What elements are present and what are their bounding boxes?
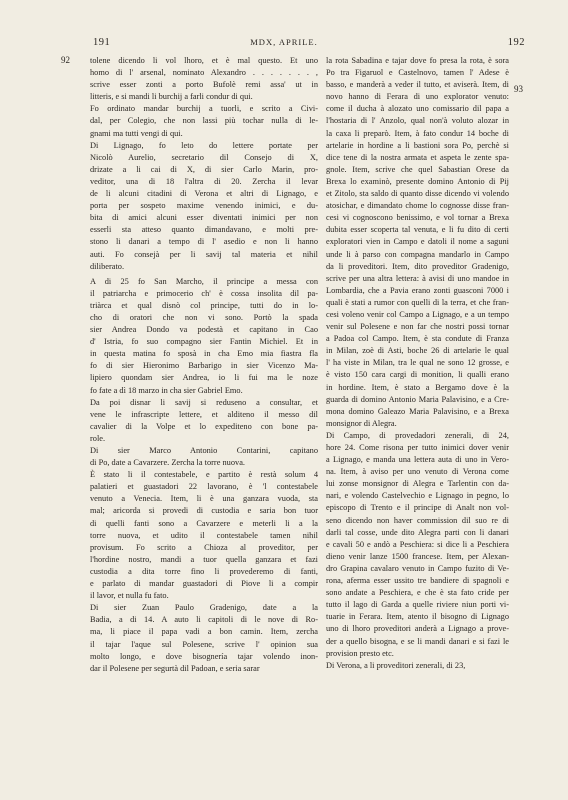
text-line: scrive esser zonti a porto Bufolè remi assa' ut in [90,80,318,90]
text-line: Nicolò Aurelio, secretario dil Consejo di X, [90,152,318,162]
text-line: mona domino Galeazo Maria Palavisino, e a Brexa [326,406,509,416]
text-line: fo di sier Hieronimo Barbarigo in sier Vicenzo Ma- [90,361,318,371]
right-page-number: 192 [507,37,525,48]
text-line: unde li à parso con compagna mandarlo in Campo [326,249,509,259]
text-line: dal, per Colegio, che non lassi più tochar nulla di le- [90,116,318,126]
text-line: di Po, date a Cavarzere. Zercha la torre nuova. [90,458,245,468]
text-line: palatieri et guastadori 22 lavorano, è 'l contestabele [90,482,318,492]
text-line: cho di oratori che non vi sono. Portò la spada [90,312,318,322]
text-line: Di Lignago, fo leto do lettere portate per [90,140,318,150]
text-line: molto longo, e dove bisognería tajar volendo inon- [90,651,318,661]
text-line: de li alcuni citadini di Verona et altri di Lignago, e [90,189,318,199]
text-line: l' ha viste in Milan, tra le qual ne sono 12 grosse, e [326,358,509,368]
text-line: in questa matina fo sposà in cha Emo mia fiastra fla [90,349,318,359]
text-line: homo di l' arsenal, nominato Alexandro . . . . . . . , [90,68,318,78]
text-line: sier Andrea Dondo va podestà et capitano in Cao [90,325,318,335]
text-line: rona, aferma esser ussito tre bandiere di spagnoli e [326,576,509,586]
text-line: et Zitolo, sta saldo di quanto disse dicendo vi volendo [326,189,509,199]
text-line: litteris, e si mandi li burchij a farli condur di qui. [90,92,253,102]
text-line: mal; aricorda si provedi di custodia e saria bon tuor [90,506,318,516]
text-line: di quelli fanti sono a Cavarzere e meterli li a la [90,518,318,528]
text-line: il tajar l'aque sul Polesene, scrive l' opinion sua [90,639,318,649]
left-text-column [90,55,318,675]
text-line: e parlato di mandar guastadori di Piove li a compir [90,579,318,589]
text-line: scrive per una altra lettera: à avisi di uno mandoe in [326,273,509,283]
running-title: MDX, APRILE. [250,37,318,47]
text-line: hore 24. Come risona per tutto inimici dover venir [326,443,509,452]
text-line: venuto a Venecia. Item, li è una ganzara vuoda, sta [90,494,318,504]
text-line: Di Campo, di provedadori zenerali, di 24, [326,430,509,440]
text-line: tolene dicendo li vol lhoro, et è mal questo. Et uno [90,56,318,65]
text-line: auti. Fo consejà per li savij tal materia et nihil [90,249,318,259]
text-line: quali è stati a rumor con quelli di la terra, et che fran- [326,297,509,307]
text-line: stono li danari a tempo di l' asedio e non li hanno [90,237,318,247]
text-line: gnami ma tutti vengi di qui. [90,128,183,138]
text-line: vene le infrascripte lettere, et alditeno il messo dil [90,409,318,419]
text-line: come il ducha à alozato uno comissario dil papa a [326,104,509,114]
text-line: d' Istria, fo suo compagno sier Fantin Michiel. Et in [90,337,318,347]
text-line: da li proveditori. Item, dito proveditor Gradenigo, [326,261,509,271]
text-line: cesi vi cognoscono benissimo, e vol tornar a Brexa [326,213,509,223]
text-line: custodia a dita torre fino li provederemo di fanti, [90,566,318,576]
text-line: Di Verona, a li proveditori zenerali, di 23, [326,660,466,670]
text-line: venir sul Polesene e non far che nostri possi tornar [326,322,509,332]
right-text-column [326,55,509,672]
text-line: la rota Sabadina e tajar dove fo presa la rota, è sora [326,56,509,65]
text-line: l'hordine nostro, mandi a tuor quella ganzara et fazi [90,554,318,564]
text-line: a Padoa col Campo. Item, è sta condute di Franza [326,334,509,344]
text-line: cesi voleno venir col Campo a Lignago, e a un tempo [326,309,509,319]
text-line: tuarie in Ferara. Item, atento il bisogno di Lignago [326,612,509,622]
text-line: seno dicendo non haver commission dil suo re di [326,515,509,525]
text-line: Badia, a di 14. A auto li capitoli di le nove di Ro- [90,615,318,625]
text-line: fo fate a dì 18 marzo in cha sier Gabriel Emo. [90,385,243,395]
text-line: der a quello bisogna, e se li mandi danari e si fazi le [326,636,509,646]
margin-column-number-left: 92 [61,55,70,65]
text-line: Di sier Marco Antonio Contarini, capitano [90,446,318,455]
text-line: provision presto etc. [326,648,394,658]
text-line: Fo ordinato mandar burchij a tuorli, e scrito a Civi- [90,104,318,114]
text-line: novo hanno di Ferara di uno explorator venuto: [326,92,509,102]
text-line: darli tal cosse, unde dito Alegra parti con li danari [326,527,509,537]
text-line: è visto 150 cara cargi di monition, li qualli erano [326,370,509,380]
text-line: porta per sospeto maxime venendo inimici, e du- [90,201,318,211]
text-line: uno di lhoro proveditori anderà a Lignago a prove- [326,624,509,634]
text-line: a Lignago, e manda una lettera auta di uno in Vero- [326,455,509,465]
text-line: È stato li il contestabele, e partito è restà solum 4 [90,470,318,480]
text-line: in Milan, zoè di Asti, boche 26 di artelarie le qual [326,346,509,356]
text-line: veditor, una di 18 l'altra di 20. Zercha il levar [90,176,318,186]
text-line: dice tene di la nostra armata et aspeta le zente spa- [326,152,509,162]
text-line: triàrca et qual disnò col principe, tutti do in lo- [90,300,318,310]
text-line: A di 25 fo San Marcho, il principe a messa con [90,276,318,286]
margin-column-number-right: 93 [514,84,523,94]
text-line: drizate a li cai di X, di sier Carlo Marin, pro- [90,164,318,174]
text-line: e cavali 50 e andò a Peschiera: si dice li a Peschiera [326,539,509,549]
text-line: Lombardia, che a Pavia erano zonti guasconi 7000 i [326,285,509,295]
text-line: il patriarcha e primocerio ch' è cossa insolita dil pa- [90,288,318,298]
text-line: Po tra Figaruol e Castelnovo, tamen l' Adese è [326,68,509,78]
text-line: nari, e volendo Castelvechio e Lignago in pegno, lo [326,491,509,501]
text-line: dar il Polesene per segurtà dil Padoan, e seria sarar [90,663,260,673]
text-line: Da poi disnar li savij si reduseno a consultar, et [90,397,318,407]
text-line: esserli sta atteso quanto dimandavano, e molti pre- [90,225,318,235]
text-line: basso, e manderà a veder il tutto, et aviserà. Item, di [326,80,509,90]
text-line: dubita esser scoperta tal venuta, e li fu dito di certi [326,225,509,235]
text-line: tutto il lago di Garda a quelle riviere niun porti vi- [326,600,509,610]
text-line: lui zonse monsignor di Alegra e Tarlentin con da- [326,479,509,489]
text-line: provisum. Fo scrito a Chioza al proveditor, per [90,542,318,552]
text-line: bita di amici alcuni esser diventati inimici per non [90,213,318,223]
text-line: in hordine. Item, è stato a Bergamo dove è la [326,382,509,392]
text-line: diliberato. [90,261,125,271]
text-line: dro Grapina cavalaro venuto in Campo fuzito di Ve- [326,563,509,573]
text-line: exploratori vien in Campo e datoli il nome a saguni [326,237,509,247]
text-line: lipiero quondam sier Andrea, io li fui ma le noze [90,373,318,383]
text-line: ma, li piace il papa vadi a bon camin. Item, zercha [90,627,318,637]
text-line: episcopo di Trento e il principe di Analt non vol- [326,503,509,513]
text-line: Brexa lo examinò, presente domino Antonio di Pij [326,176,509,186]
text-line: artelarie in hordine a li bastioni sora Po, perchè si [326,140,509,150]
left-page-number: 191 [93,37,111,48]
text-line: il lavor, et nulla fu fato. [90,591,169,601]
text-line: role. [90,433,106,443]
text-line: dieno venir lanze 1500 francese. Item, per Alexan- [326,551,509,561]
text-line: Di sier Zuan Paulo Gradenigo, date a la [90,603,318,613]
text-line: sono andate a Peschiera, e che è sta fato cride per [326,588,509,598]
text-line: guarda di domino Antonio Maria Palavisino, e a Cre- [326,394,509,404]
text-line: la caxa li preparò. Item, à fato condur 14 boche di [326,128,509,138]
text-line: cavalier di la Volpe et lo expediteno con bone pa- [90,421,318,431]
text-line: l'hostaria di l' Anzolo, qual non'à voluto alozar in [326,116,509,126]
text-line: atosichar, e dimandato chome lo cognosse disse fran- [326,201,509,211]
text-line: torre nuova, et udito il contestabele tamen nihil [90,530,318,540]
text-line: na. Item, à aviso per uno venuto di Verona come [326,467,509,477]
text-line: monsignor di Alegra. [326,418,397,428]
text-line: gnole. Item, scrive che quel Sabastian Orese da [326,164,509,174]
